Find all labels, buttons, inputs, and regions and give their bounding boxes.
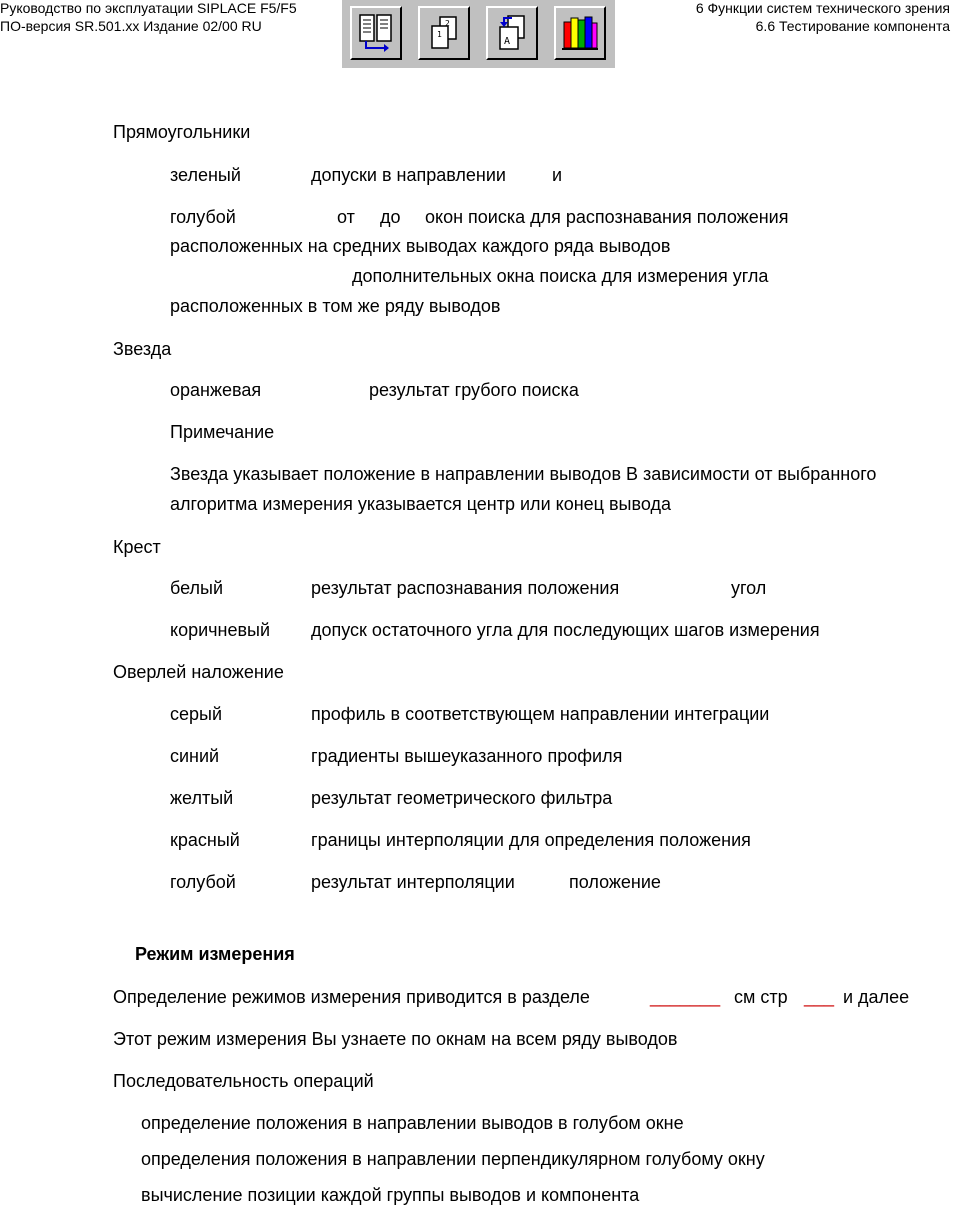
note-line-1: Звезда указывает положение в направлении выводов В зависимости от выбранного: [170, 464, 877, 484]
sequence-step-3: вычисление позиции каждой группы выводов и компонента: [141, 1185, 640, 1205]
orange-text: результат грубого поиска: [369, 380, 579, 400]
header-version: ПО-версия SR.501.xx Издание 02/00 RU: [0, 18, 262, 34]
brown-text: допуск остаточного угла для последующих шагов измерения: [311, 620, 820, 640]
green-label: зеленый: [170, 165, 241, 185]
overlay-label-blue: синий: [170, 746, 220, 766]
header-chapter: 6 Функции систем технического зрения: [695, 0, 950, 16]
pages-button[interactable]: [418, 6, 470, 60]
sequence-step-2: определения положения в направлении перпендикулярном голубому окну: [141, 1149, 765, 1169]
note-line-2: алгоритма измерения указывается центр или конец вывода: [170, 494, 671, 514]
see-page-text: см стр: [734, 987, 788, 1007]
svg-text:A: A: [504, 36, 511, 47]
blue-line-3: дополнительных окна поиска для измерения угла: [352, 266, 769, 286]
overlay-heading: Оверлей наложение: [113, 662, 284, 682]
overlay-text-lightblue: результат интерполяции: [311, 872, 515, 892]
blue-from: от: [337, 207, 355, 227]
sequence-step-1: определение положения в направлении выводов в голубом окне: [141, 1113, 684, 1133]
rectangles-heading: Прямоугольники: [113, 122, 251, 142]
back-button[interactable]: [486, 6, 538, 60]
svg-text:2: 2: [445, 19, 450, 28]
page-link[interactable]: ___: [804, 987, 835, 1007]
white-label: белый: [170, 578, 224, 598]
overlay-label-lightblue: голубой: [170, 872, 236, 892]
section-link[interactable]: _______: [650, 987, 721, 1007]
navigation-toolbar: [342, 0, 615, 68]
green-text: допуски в направлении: [311, 165, 506, 185]
overlay-label-red: красный: [170, 830, 240, 850]
header-section: 6.6 Тестирование компонента: [755, 18, 950, 34]
contents-icon: [356, 12, 396, 54]
mode-definition-text: Определение режимов измерения приводится в разделе: [113, 987, 590, 1007]
and-further-text: и далее: [843, 987, 910, 1007]
blue-line-4: расположенных в том же ряду выводов: [170, 296, 501, 316]
back-icon: [492, 12, 532, 54]
blue-label: голубой: [170, 207, 236, 227]
contents-button[interactable]: [350, 6, 402, 60]
white-text: результат распознавания положения: [311, 578, 620, 598]
sequence-heading: Последовательность операций: [113, 1071, 374, 1091]
overlay-text-blue: градиенты вышеуказанного профиля: [311, 746, 623, 766]
overlay-position-word: положение: [569, 872, 661, 892]
star-heading: Звезда: [113, 339, 172, 359]
overlay-label-gray: серый: [170, 704, 223, 724]
overlay-label-yellow: желтый: [170, 788, 234, 808]
recognition-text: Этот режим измерения Вы узнаете по окнам на всем ряду выводов: [113, 1029, 678, 1049]
cross-heading: Крест: [113, 537, 161, 557]
white-angle: угол: [731, 578, 767, 598]
brown-label: коричневый: [170, 620, 271, 640]
overlay-text-gray: профиль в соответствующем направлении интеграции: [311, 704, 770, 724]
svg-text:1: 1: [437, 30, 442, 39]
blue-line-2: расположенных на средних выводах каждого ряда выводов: [170, 236, 671, 256]
blue-to: до: [380, 207, 401, 227]
overlay-text-yellow: результат геометрического фильтра: [311, 788, 613, 808]
overlay-text-red: границы интерполяции для определения положения: [311, 830, 751, 850]
orange-label: оранжевая: [170, 380, 262, 400]
note-label: Примечание: [170, 422, 275, 442]
measure-mode-heading: Режим измерения: [135, 944, 295, 964]
header-manual-title: Руководство по эксплуатации SIPLACE F5/F5: [0, 0, 297, 16]
green-and: и: [552, 165, 563, 185]
pages-icon: [424, 12, 464, 54]
library-button[interactable]: [554, 6, 606, 60]
library-icon: [560, 12, 600, 54]
blue-text: окон поиска для распознавания положения: [425, 207, 789, 227]
